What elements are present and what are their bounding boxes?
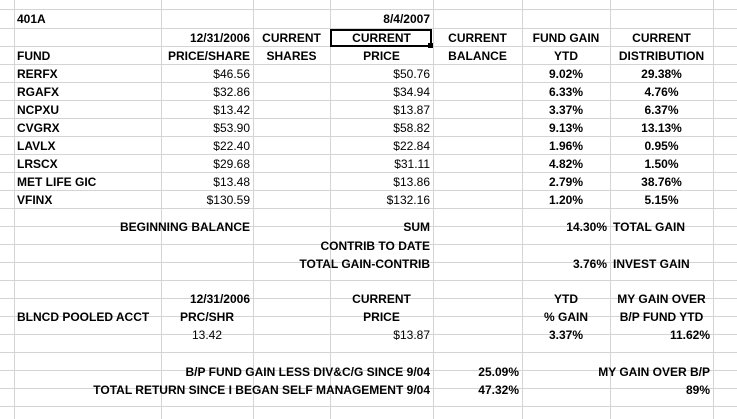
header-price[interactable]: PRICE	[363, 49, 400, 63]
fund-price-2006[interactable]: $13.48	[213, 175, 250, 189]
my-gain-over-bp-value[interactable]: 89%	[685, 383, 710, 397]
fund-ytd[interactable]: 2.79%	[548, 175, 584, 189]
my-gain-over-bp-label[interactable]: MY GAIN OVER B/P	[598, 365, 710, 379]
fund-name[interactable]: CVGRX	[17, 121, 60, 135]
fund-price-2006[interactable]: $53.90	[213, 121, 250, 135]
fund-price-2006[interactable]: $13.42	[213, 103, 250, 117]
beginning-balance-label[interactable]: BEGINNING BALANCE	[119, 220, 250, 234]
pooled-gain-value[interactable]: 3.37%	[548, 328, 584, 342]
header-current-balance-1[interactable]: CURRENT	[448, 31, 507, 45]
fund-distribution[interactable]: 29.38%	[641, 67, 682, 81]
fund-ytd[interactable]: 6.33%	[548, 85, 584, 99]
pooled-date[interactable]: 12/31/2006	[189, 292, 250, 306]
fund-name[interactable]: VFINX	[17, 193, 53, 207]
fund-price-2006[interactable]: $32.86	[213, 85, 250, 99]
fund-name[interactable]: LAVLX	[17, 139, 56, 153]
fund-ytd[interactable]: 1.20%	[548, 193, 584, 207]
header-balance[interactable]: BALANCE	[448, 49, 507, 63]
fund-price-current[interactable]: $58.82	[393, 121, 430, 135]
fund-price-2006[interactable]: $22.40	[213, 139, 250, 153]
fund-name[interactable]: RGAFX	[17, 85, 59, 99]
fund-distribution[interactable]: 1.50%	[644, 157, 679, 171]
bp-fund-gain-value[interactable]: 25.09%	[478, 365, 519, 379]
pooled-ytd-header[interactable]: YTD	[554, 292, 578, 306]
fund-distribution[interactable]: 4.76%	[644, 85, 679, 99]
fund-ytd[interactable]: 1.96%	[548, 139, 584, 153]
header-current-dist-1[interactable]: CURRENT	[632, 31, 691, 45]
pooled-prc-shr-header[interactable]: PRC/SHR	[179, 310, 234, 324]
fund-ytd[interactable]: 4.82%	[548, 157, 584, 171]
header-current-price-1[interactable]: CURRENT	[352, 31, 411, 45]
fund-price-current[interactable]: $13.86	[393, 175, 430, 189]
fund-name[interactable]: LRSCX	[17, 157, 58, 171]
fund-price-2006[interactable]: $46.56	[213, 67, 250, 81]
fund-name[interactable]: RERFX	[17, 67, 58, 81]
pooled-over-value[interactable]: 11.62%	[669, 328, 710, 342]
fund-name[interactable]: MET LIFE GIC	[17, 175, 97, 189]
cell-date-current[interactable]: 8/4/2007	[383, 12, 430, 26]
header-shares[interactable]: SHARES	[266, 49, 317, 63]
fund-distribution[interactable]: 6.37%	[644, 103, 679, 117]
fund-distribution[interactable]: 38.76%	[641, 175, 682, 189]
bp-fund-gain-label[interactable]: B/P FUND GAIN LESS DIV&C/G SINCE 9/04	[185, 365, 430, 379]
invest-gain-label[interactable]: INVEST GAIN	[613, 257, 690, 271]
fund-price-current[interactable]: $22.84	[393, 139, 430, 153]
active-cell-selection[interactable]	[330, 29, 432, 47]
header-fund[interactable]: FUND	[17, 49, 51, 63]
fund-price-current[interactable]: $50.76	[393, 67, 430, 81]
cell-date-2006[interactable]: 12/31/2006	[189, 31, 250, 45]
sheet-title[interactable]: 401A	[17, 12, 46, 26]
header-distribution[interactable]: DISTRIBUTION	[618, 49, 705, 63]
grid-line	[0, 406, 737, 407]
fund-price-current[interactable]: $31.11	[394, 157, 430, 171]
grid-line	[713, 0, 714, 419]
pooled-bp-fund-ytd-header[interactable]: B/P FUND YTD	[619, 310, 704, 324]
fund-ytd[interactable]: 9.13%	[548, 121, 584, 135]
header-current-shares-1[interactable]: CURRENT	[262, 31, 321, 45]
fund-price-current[interactable]: $132.16	[386, 193, 430, 207]
fund-distribution[interactable]: 13.13%	[641, 121, 682, 135]
header-fund-gain[interactable]: FUND GAIN	[532, 31, 600, 45]
sum-label[interactable]: SUM	[403, 220, 430, 234]
total-gain-contrib-label[interactable]: TOTAL GAIN-CONTRIB	[299, 257, 430, 271]
fund-price-current[interactable]: $34.94	[393, 85, 430, 99]
fund-price-2006[interactable]: $130.59	[206, 193, 250, 207]
pooled-prc-value[interactable]: 13.42	[191, 328, 223, 342]
header-ytd[interactable]: YTD	[554, 49, 578, 63]
fund-name[interactable]: NCPXU	[17, 103, 60, 117]
total-return-label[interactable]: TOTAL RETURN SINCE I BEGAN SELF MANAGEMENT 9/04	[93, 383, 430, 397]
grid-line	[0, 280, 737, 281]
fund-ytd[interactable]: 9.02%	[548, 67, 584, 81]
fund-price-2006[interactable]: $29.68	[213, 157, 250, 171]
pooled-price-value[interactable]: $13.87	[393, 328, 430, 342]
pooled-account-label[interactable]: BLNCD POOLED ACCT	[17, 310, 150, 324]
pooled-current-header[interactable]: CURRENT	[352, 292, 411, 306]
pooled-pct-gain-header[interactable]: % GAIN	[543, 310, 588, 324]
invest-gain-value[interactable]: 3.76%	[572, 257, 607, 271]
total-return-value[interactable]: 47.32%	[478, 383, 519, 397]
fund-price-current[interactable]: $13.87	[393, 103, 430, 117]
fund-ytd[interactable]: 3.37%	[548, 103, 584, 117]
fund-distribution[interactable]: 5.15%	[644, 193, 679, 207]
contrib-to-date-label[interactable]: CONTRIB TO DATE	[320, 239, 430, 253]
sum-value[interactable]: 14.30%	[566, 220, 607, 234]
header-price-share[interactable]: PRICE/SHARE	[167, 49, 250, 63]
pooled-my-gain-header[interactable]: MY GAIN OVER	[617, 292, 706, 306]
grid-line	[0, 352, 737, 353]
fund-distribution[interactable]: 0.95%	[644, 139, 679, 153]
total-gain-label[interactable]: TOTAL GAIN	[613, 220, 685, 234]
pooled-price-header[interactable]: PRICE	[363, 310, 400, 324]
